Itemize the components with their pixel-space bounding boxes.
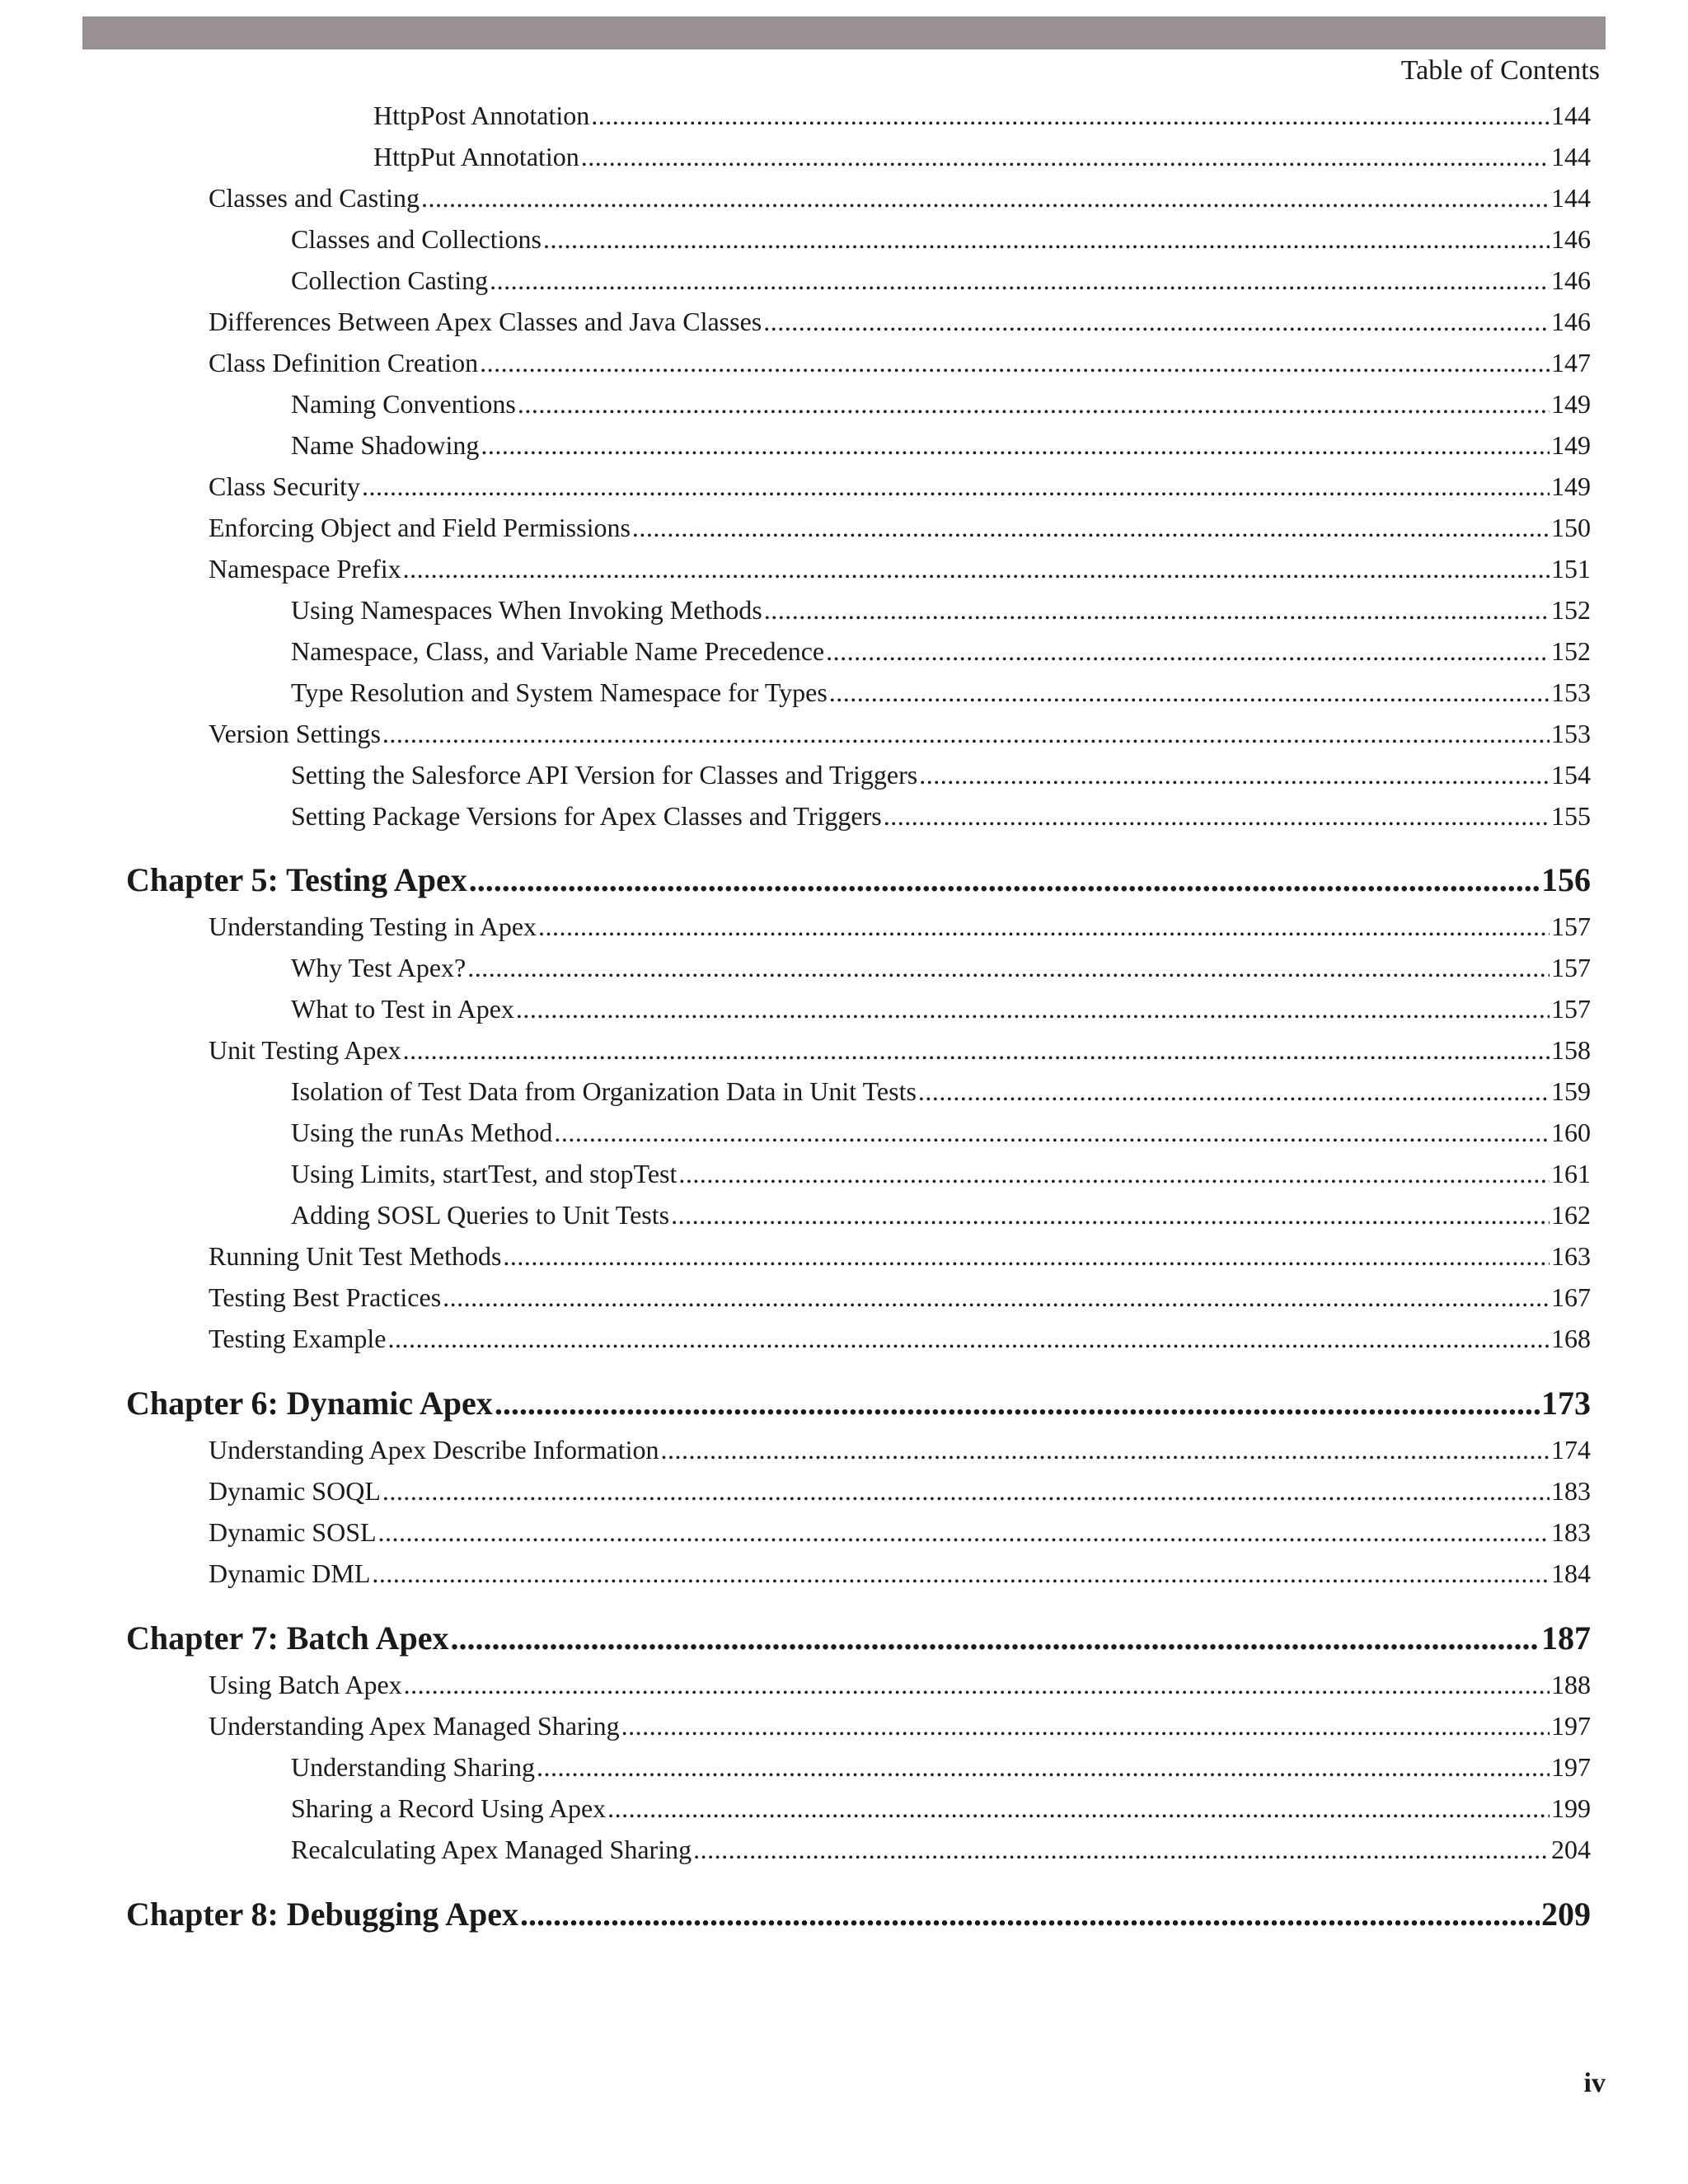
- toc-entry-title: Dynamic DML: [209, 1558, 371, 1588]
- toc-entry-using-batch-apex[interactable]: [209, 1666, 1591, 1703]
- toc-chapter-title: Chapter 6: Dynamic Apex: [126, 1385, 493, 1422]
- toc-entry-limits-starttest[interactable]: [291, 1155, 1591, 1192]
- toc-chapter-8[interactable]: [126, 1893, 1591, 1936]
- dot-leader: [382, 1473, 1550, 1509]
- toc-entry-title: Unit Testing Apex: [209, 1035, 401, 1065]
- dot-leader: [678, 1155, 1550, 1192]
- toc-chapter-title: Chapter 7: Batch Apex: [126, 1619, 449, 1657]
- toc-entry-page: 144: [1551, 183, 1591, 213]
- dot-leader: [518, 386, 1550, 422]
- dot-leader: [607, 1790, 1550, 1826]
- toc-entry-title: Why Test Apex?: [291, 953, 467, 982]
- dot-leader: [516, 991, 1550, 1027]
- toc-entry-package-versions[interactable]: [291, 798, 1591, 834]
- dot-leader: [826, 633, 1550, 669]
- toc-entry-page: 174: [1551, 1435, 1591, 1465]
- toc-entry-page: 162: [1551, 1200, 1591, 1230]
- toc-entry-running-unit-tests[interactable]: [209, 1238, 1591, 1274]
- toc-entry-title: Using the runAs Method: [291, 1118, 553, 1147]
- toc-entry-title: Adding SOSL Queries to Unit Tests: [291, 1200, 670, 1230]
- toc-entry-title: Setting the Salesforce API Version for Classes and Triggers: [291, 760, 918, 790]
- toc-entry-api-version[interactable]: [291, 757, 1591, 793]
- dot-leader: [382, 715, 1550, 752]
- toc-entry-classes-and-collections[interactable]: [291, 221, 1591, 257]
- dot-leader: [621, 1708, 1550, 1744]
- toc-entry-testing-best-practices[interactable]: [209, 1279, 1591, 1315]
- toc-entry-differences-apex-java[interactable]: [209, 303, 1591, 340]
- toc-entry-title: Naming Conventions: [291, 389, 516, 419]
- toc-entry-page: 163: [1551, 1241, 1591, 1271]
- toc-entry-title: Understanding Apex Describe Information: [209, 1435, 659, 1465]
- toc-entry-page: 183: [1551, 1476, 1591, 1506]
- toc-entry-page: 153: [1551, 719, 1591, 748]
- dot-leader: [362, 468, 1550, 504]
- toc-entry-title: Isolation of Test Data from Organization Data in Unit Tests: [291, 1076, 917, 1106]
- toc-entry-collection-casting[interactable]: [291, 262, 1591, 298]
- dot-leader: [520, 1893, 1540, 1936]
- toc-entry-page: 158: [1551, 1035, 1591, 1065]
- toc-entry-recalculating-sharing[interactable]: [291, 1831, 1591, 1868]
- toc-entry-naming-conventions[interactable]: [291, 386, 1591, 422]
- dot-leader: [581, 138, 1550, 175]
- dot-leader: [490, 262, 1550, 298]
- dot-leader: [387, 1320, 1550, 1357]
- dot-leader: [591, 97, 1550, 134]
- toc-entry-title: HttpPut Annotation: [373, 142, 579, 171]
- toc-entry-page: 149: [1551, 430, 1591, 460]
- toc-entry-title: Dynamic SOSL: [209, 1517, 377, 1547]
- toc-entry-title: Sharing a Record Using Apex: [291, 1793, 607, 1823]
- toc-entry-dynamic-dml[interactable]: [209, 1555, 1591, 1591]
- toc-entry-title: Collection Casting: [291, 265, 489, 295]
- toc-entry-title: What to Test in Apex: [291, 994, 514, 1024]
- dot-leader: [632, 509, 1550, 546]
- toc-entry-understanding-sharing[interactable]: [291, 1749, 1591, 1785]
- toc-entry-page: 151: [1551, 554, 1591, 583]
- toc-entry-page: 183: [1551, 1517, 1591, 1547]
- toc-entry-title: HttpPost Annotation: [373, 101, 590, 130]
- dot-leader: [537, 1749, 1550, 1785]
- toc-entry-page: 146: [1551, 265, 1591, 295]
- dot-leader: [764, 592, 1550, 628]
- toc-entry-title: Understanding Apex Managed Sharing: [209, 1711, 620, 1741]
- toc-chapter-7[interactable]: [126, 1617, 1591, 1660]
- toc-entry-page: 204: [1551, 1835, 1591, 1864]
- dot-leader: [884, 798, 1550, 834]
- toc-entry-page: 184: [1551, 1558, 1591, 1588]
- toc-entry-title: Running Unit Test Methods: [209, 1241, 502, 1271]
- toc-entry-title: Setting Package Versions for Apex Classes and Triggers: [291, 801, 882, 831]
- toc-entry-page: 146: [1551, 224, 1591, 254]
- page-number: iv: [1583, 2068, 1606, 2098]
- toc-entry-class-definition-creation[interactable]: [209, 344, 1591, 381]
- toc-entry-page: 144: [1551, 142, 1591, 171]
- toc-entry-title: Namespace Prefix: [209, 554, 401, 583]
- dot-leader: [543, 221, 1550, 257]
- toc-entry-class-security[interactable]: [209, 468, 1591, 504]
- toc-entry-what-to-test[interactable]: [291, 991, 1591, 1027]
- dot-leader: [671, 1197, 1550, 1233]
- dot-leader: [480, 344, 1550, 381]
- dot-leader: [443, 1279, 1550, 1315]
- toc-entry-httppost-annotation[interactable]: [373, 97, 1591, 134]
- dot-leader: [403, 1032, 1550, 1068]
- toc-entry-page: 152: [1551, 595, 1591, 625]
- toc-entry-understanding-testing[interactable]: [209, 908, 1591, 944]
- toc-entry-page: 159: [1551, 1076, 1591, 1106]
- toc-entry-describe-information[interactable]: [209, 1432, 1591, 1468]
- toc-entry-namespace-prefix[interactable]: [209, 551, 1591, 587]
- toc-entry-why-test-apex[interactable]: [291, 949, 1591, 986]
- toc-entry-title: Understanding Sharing: [291, 1752, 535, 1782]
- toc-entry-page: 154: [1551, 760, 1591, 790]
- dot-leader: [918, 1073, 1550, 1109]
- toc-entry-page: 155: [1551, 801, 1591, 831]
- toc-entry-isolation-test-data[interactable]: [291, 1073, 1591, 1109]
- dot-leader: [372, 1555, 1550, 1591]
- toc-entry-version-settings[interactable]: [209, 715, 1591, 752]
- toc-entry-title: Using Batch Apex: [209, 1670, 402, 1699]
- toc-chapter-page: 156: [1541, 861, 1591, 898]
- toc-entry-classes-and-casting[interactable]: [209, 180, 1591, 216]
- toc-entry-name-precedence[interactable]: [291, 633, 1591, 669]
- toc-entry-httpput-annotation[interactable]: [373, 138, 1591, 175]
- toc-entry-title: Classes and Collections: [291, 224, 542, 254]
- toc-entry-title: Testing Example: [209, 1324, 387, 1353]
- toc-entry-testing-example[interactable]: [209, 1320, 1591, 1357]
- toc-entry-title: Class Definition Creation: [209, 348, 479, 377]
- dot-leader: [693, 1831, 1550, 1868]
- dot-leader: [404, 1666, 1550, 1703]
- toc-entry-page: 149: [1551, 389, 1591, 419]
- dot-leader: [919, 757, 1550, 793]
- toc-entry-page: 161: [1551, 1159, 1591, 1188]
- toc-entry-title: Using Limits, startTest, and stopTest: [291, 1159, 678, 1188]
- toc-entry-page: 157: [1551, 994, 1591, 1024]
- dot-leader: [538, 908, 1550, 944]
- toc-chapter-5[interactable]: [126, 859, 1591, 902]
- dot-leader: [421, 180, 1550, 216]
- toc-entry-title: Dynamic SOQL: [209, 1476, 381, 1506]
- toc-entry-page: 197: [1551, 1752, 1591, 1782]
- toc-entry-page: 167: [1551, 1282, 1591, 1312]
- dot-leader: [469, 859, 1540, 902]
- toc-entry-title: Version Settings: [209, 719, 381, 748]
- toc-entry-managed-sharing[interactable]: [209, 1708, 1591, 1744]
- dot-leader: [763, 303, 1550, 340]
- dot-leader: [378, 1514, 1550, 1550]
- dot-leader: [403, 551, 1550, 587]
- toc-entry-page: 157: [1551, 953, 1591, 982]
- toc-entry-page: 149: [1551, 471, 1591, 501]
- toc-entry-page: 188: [1551, 1670, 1591, 1699]
- toc-entry-dynamic-soql[interactable]: [209, 1473, 1591, 1509]
- toc-entry-page: 147: [1551, 348, 1591, 377]
- toc-entry-page: 150: [1551, 513, 1591, 542]
- toc-chapter-title: Chapter 5: Testing Apex: [126, 861, 467, 898]
- toc-chapter-6[interactable]: [126, 1382, 1591, 1425]
- toc-entry-title: Recalculating Apex Managed Sharing: [291, 1835, 692, 1864]
- toc-entry-title: Classes and Casting: [209, 183, 420, 213]
- toc-entry-page: 157: [1551, 912, 1591, 941]
- dot-leader: [503, 1238, 1550, 1274]
- toc-entry-page: 144: [1551, 101, 1591, 130]
- dot-leader: [829, 674, 1550, 710]
- toc-entry-name-shadowing[interactable]: [291, 427, 1591, 463]
- toc-entry-title: Class Security: [209, 471, 360, 501]
- toc-entry-page: 153: [1551, 677, 1591, 707]
- toc-entry-sosl-queries[interactable]: [291, 1197, 1591, 1233]
- toc-entry-title: Enforcing Object and Field Permissions: [209, 513, 631, 542]
- toc-entry-title: Name Shadowing: [291, 430, 480, 460]
- toc-entry-dynamic-sosl[interactable]: [209, 1514, 1591, 1550]
- dot-leader: [495, 1382, 1540, 1425]
- toc-entry-title: Type Resolution and System Namespace for Types: [291, 677, 828, 707]
- toc-entry-title: Understanding Testing in Apex: [209, 912, 537, 941]
- toc-entry-page: 197: [1551, 1711, 1591, 1741]
- toc-chapter-page: 187: [1541, 1619, 1591, 1657]
- dot-leader: [661, 1432, 1550, 1468]
- dot-leader: [467, 949, 1550, 986]
- toc-chapter-page: 173: [1541, 1385, 1591, 1422]
- toc-entry-page: 168: [1551, 1324, 1591, 1353]
- toc-entry-title: Namespace, Class, and Variable Name Precedence: [291, 636, 825, 666]
- toc-entry-page: 160: [1551, 1118, 1591, 1147]
- dot-leader: [554, 1114, 1550, 1151]
- toc-entry-page: 146: [1551, 307, 1591, 336]
- toc-chapter-title: Chapter 8: Debugging Apex: [126, 1896, 518, 1933]
- toc-entry-page: 152: [1551, 636, 1591, 666]
- toc-entry-page: 199: [1551, 1793, 1591, 1823]
- dot-leader: [450, 1617, 1540, 1660]
- toc-entry-title: Differences Between Apex Classes and Java Classes: [209, 307, 762, 336]
- toc-entry-using-namespaces[interactable]: [291, 592, 1591, 628]
- toc-entry-enforcing-permissions[interactable]: [209, 509, 1591, 546]
- header-bar: [82, 16, 1606, 49]
- dot-leader: [481, 427, 1550, 463]
- toc-entry-title: Testing Best Practices: [209, 1282, 442, 1312]
- toc-entry-runas-method[interactable]: [291, 1114, 1591, 1151]
- toc-entry-unit-testing-apex[interactable]: [209, 1032, 1591, 1068]
- toc-entry-title: Using Namespaces When Invoking Methods: [291, 595, 762, 625]
- toc-entry-sharing-a-record[interactable]: [291, 1790, 1591, 1826]
- toc-chapter-page: 209: [1541, 1896, 1591, 1933]
- running-header: Table of Contents: [1400, 55, 1600, 86]
- toc-entry-type-resolution[interactable]: [291, 674, 1591, 710]
